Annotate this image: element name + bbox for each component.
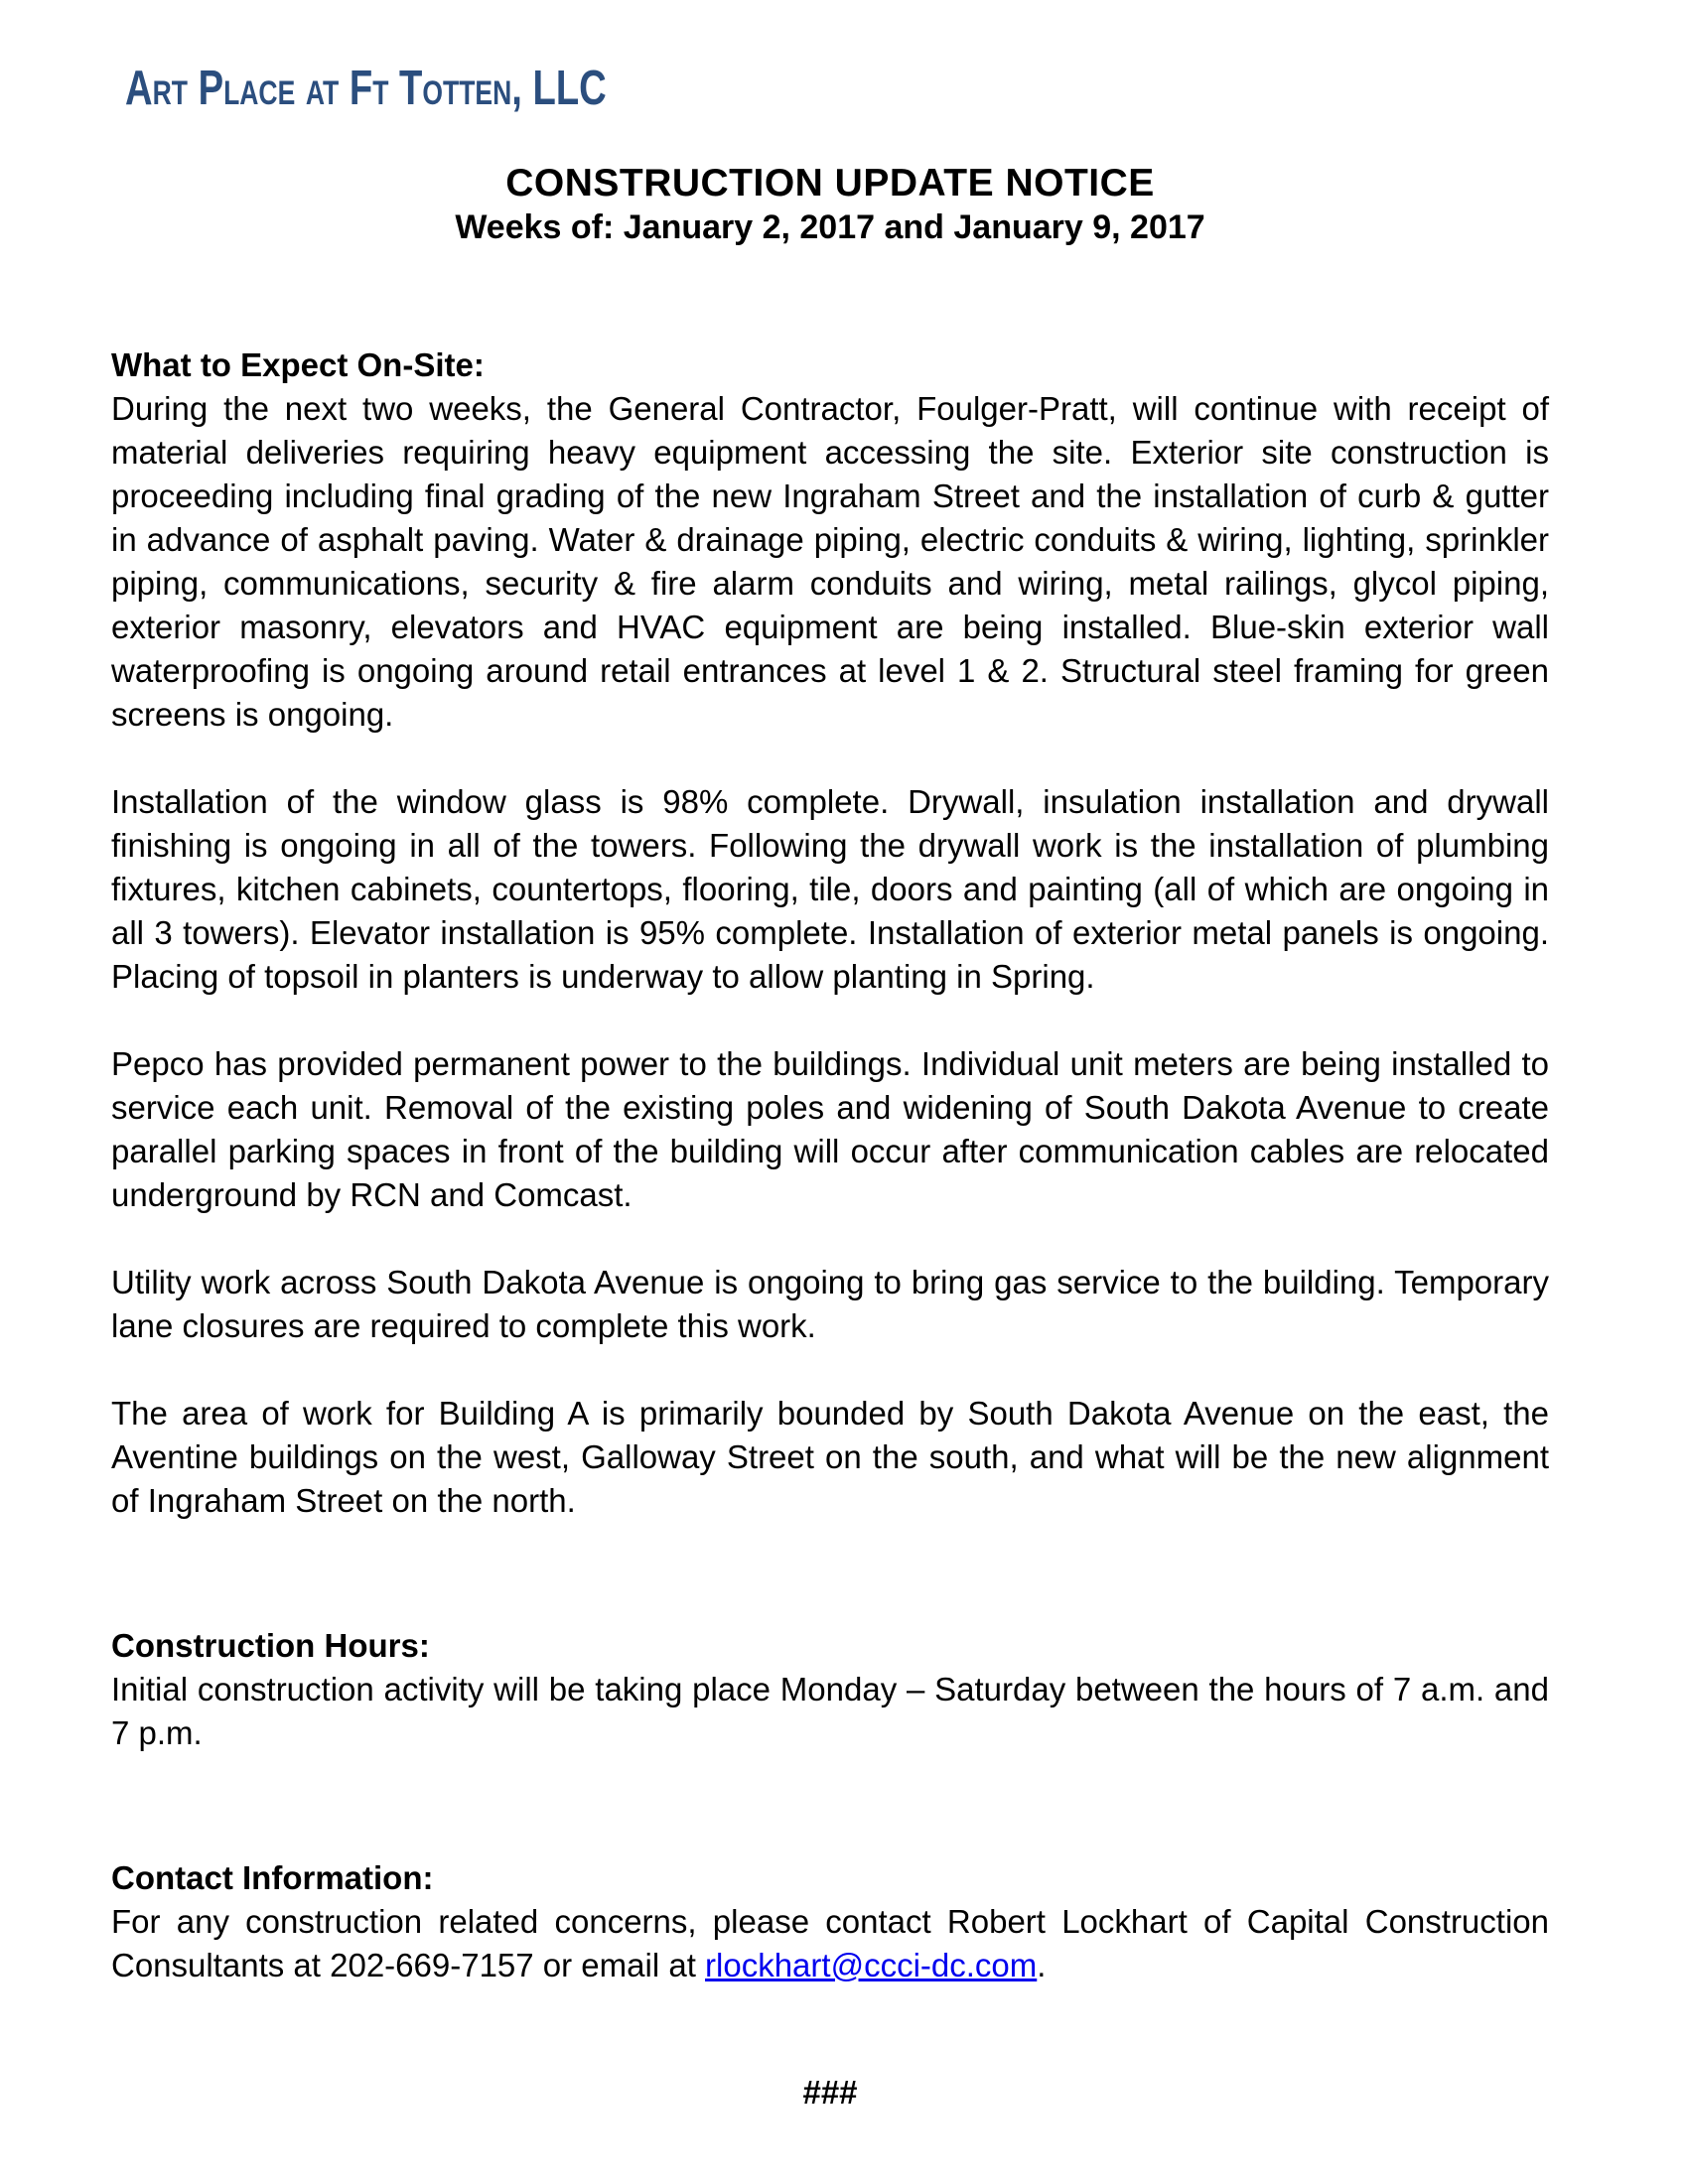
section-contact-information bbox=[111, 1856, 1549, 1987]
document-subtitle: Weeks of: January 2, 2017 and January 9, 2017 bbox=[455, 208, 1205, 246]
paragraph-site-work: During the next two weeks, the General Contractor, Foulger-Pratt, will continue with receipt of material deliveries requiring heavy equipment accessing the site. Exterior site construction is proceeding including final grading of the new Ingraham Street and the installation of curb & gutter in advance of asphalt paving. Water & drainage piping, electric conduits & wiring, lighting, sprinkler piping, communications, security & fire alarm conduits and wiring, metal railings, glycol piping, exterior masonry, elevators and HVAC equipment are being installed. Blue-skin exterior wall waterproofing is ongoing around retail entrances at level 1 & 2. Structural steel framing for green screens is ongoing. bbox=[111, 390, 1549, 733]
company-header bbox=[111, 64, 1549, 115]
document-title: CONSTRUCTION UPDATE NOTICE bbox=[505, 162, 1155, 205]
section-heading-contact-information: Contact Information: bbox=[111, 1859, 434, 1896]
section-construction-hours bbox=[111, 1624, 1549, 1755]
paragraph-utility-work: Utility work across South Dakota Avenue is ongoing to bring gas service to the building. Temporary lane closures are required to complete this work. bbox=[111, 1264, 1549, 1344]
paragraph-power-utilities: Pepco has provided permanent power to the buildings. Individual unit meters are being installed to service each unit. Removal of the existing poles and widening of South Dakota Avenue to create parallel parking spaces in front of the building will occur after communication cables are relocated underground by RCN and Comcast. bbox=[111, 1045, 1549, 1213]
paragraph-contact bbox=[111, 1900, 1549, 1987]
section-heading-what-to-expect: What to Expect On-Site: bbox=[111, 346, 485, 383]
contact-text-before-link: For any construction related concerns, please contact Robert Lockhart of Capital Construction Consultants at 202-669-7157 or email at bbox=[111, 1903, 1549, 1983]
paragraph-work-area: The area of work for Building A is primarily bounded by South Dakota Avenue on the east, the Aventine buildings on the west, Galloway Street on the south, and what will be the new alignment of Ingraham Street on the north. bbox=[111, 1395, 1549, 1519]
paragraph-interior-work: Installation of the window glass is 98% complete. Drywall, insulation installation and drywall finishing is ongoing in all of the towers. Following the drywall work is the installation of plumbing fixtures, kitchen cabinets, countertops, flooring, tile, doors and painting (all of which are ongoing in all 3 towers). Elevator installation is 95% complete. Installation of exterior metal panels is ongoing. Placing of topsoil in planters is underway to allow planting in Spring. bbox=[111, 783, 1549, 995]
contact-text-after-link: . bbox=[1037, 1947, 1047, 1983]
company-name: Art Place at Ft Totten, LLC bbox=[125, 62, 607, 115]
title-block bbox=[111, 161, 1549, 248]
paragraph-hours: Initial construction activity will be taking place Monday – Saturday between the hours of 7 a.m. and 7 p.m. bbox=[111, 1671, 1549, 1751]
section-what-to-expect bbox=[111, 343, 1549, 1523]
end-of-document-mark: ### bbox=[802, 2074, 858, 2111]
section-heading-construction-hours: Construction Hours: bbox=[111, 1627, 430, 1664]
contact-email-link[interactable]: rlockhart@ccci-dc.com bbox=[705, 1947, 1038, 1983]
